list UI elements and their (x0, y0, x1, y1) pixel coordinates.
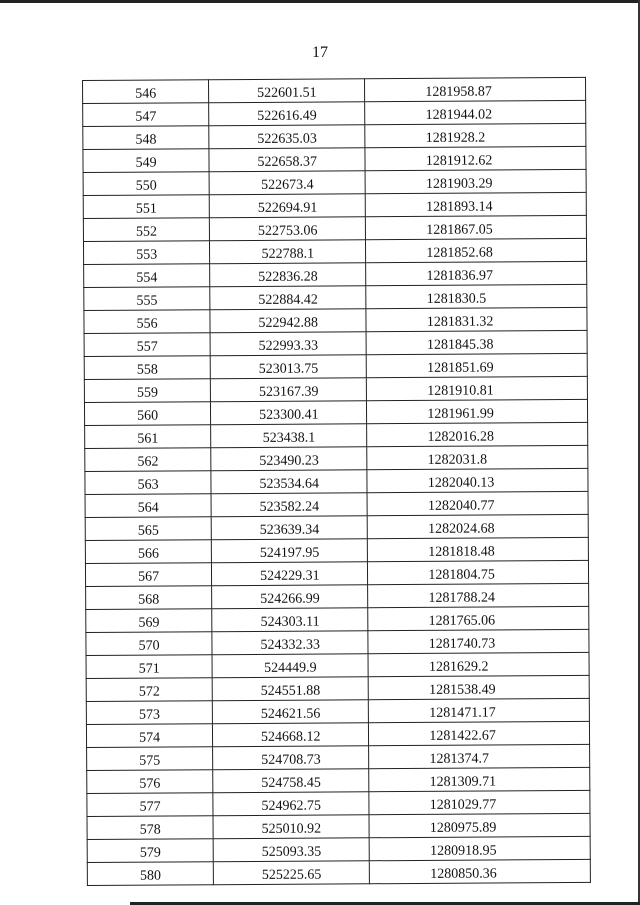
point-number-cell: 553 (83, 241, 209, 265)
table-row (86, 606, 589, 632)
x-coordinate-cell: 523639.34 (211, 516, 367, 540)
table-row (84, 353, 587, 379)
x-coordinate-cell: 524551.88 (212, 677, 368, 701)
y-coordinate-cell: 1281845.38 (366, 330, 587, 354)
y-coordinate-cell: 1281961.99 (367, 399, 588, 423)
y-coordinate-cell: 1281804.75 (368, 560, 589, 584)
x-coordinate-cell: 522673.4 (209, 171, 365, 195)
x-coordinate-cell: 522942.88 (210, 309, 366, 333)
point-number-cell: 547 (83, 103, 209, 127)
point-number-cell: 554 (84, 264, 210, 288)
table-row (87, 767, 590, 793)
point-number-cell: 550 (83, 172, 209, 196)
x-coordinate-cell: 522788.1 (210, 240, 366, 264)
point-number-cell: 561 (85, 425, 211, 449)
y-coordinate-cell: 1281629.2 (368, 652, 589, 676)
table-row (85, 445, 588, 471)
table-row (85, 468, 588, 494)
point-number-cell: 574 (86, 724, 212, 748)
x-coordinate-cell: 523167.39 (211, 378, 367, 402)
point-number-cell: 564 (85, 494, 211, 518)
point-number-cell: 557 (84, 333, 210, 357)
x-coordinate-cell: 524758.45 (213, 769, 369, 793)
point-number-cell: 548 (83, 126, 209, 150)
point-number-cell: 570 (86, 632, 212, 656)
y-coordinate-cell: 1281788.24 (368, 583, 589, 607)
y-coordinate-cell: 1281471.17 (369, 698, 590, 722)
point-number-cell: 575 (87, 747, 213, 771)
y-coordinate-cell: 1281893.14 (366, 192, 587, 216)
point-number-cell: 565 (85, 517, 211, 541)
table-row (85, 514, 588, 540)
y-coordinate-cell: 1281029.77 (369, 790, 590, 814)
x-coordinate-cell: 524449.9 (212, 654, 368, 678)
table-row (86, 583, 589, 609)
x-coordinate-cell: 522884.42 (210, 286, 366, 310)
y-coordinate-cell: 1281831.32 (366, 307, 587, 331)
x-coordinate-cell: 525225.65 (213, 861, 369, 885)
y-coordinate-cell: 1282016.28 (367, 422, 588, 446)
table-row (86, 629, 589, 655)
x-coordinate-cell: 522601.51 (209, 79, 365, 103)
table-row (84, 376, 587, 402)
y-coordinate-cell: 1281928.2 (365, 123, 586, 147)
y-coordinate-cell: 1282024.68 (367, 514, 588, 538)
y-coordinate-cell: 1280850.36 (370, 859, 591, 883)
y-coordinate-cell: 1281830.5 (366, 284, 587, 308)
point-number-cell: 552 (83, 218, 209, 242)
y-coordinate-cell: 1281910.81 (367, 376, 588, 400)
point-number-cell: 578 (87, 816, 213, 840)
y-coordinate-cell: 1281867.05 (366, 215, 587, 239)
coordinate-table-body (83, 77, 591, 885)
y-coordinate-cell: 1282040.77 (367, 491, 588, 515)
point-number-cell: 556 (84, 310, 210, 334)
table-row (84, 330, 587, 356)
table-row (86, 721, 589, 747)
point-number-cell: 551 (83, 195, 209, 219)
table-row (84, 399, 587, 425)
table-row (85, 422, 588, 448)
point-number-cell: 580 (87, 862, 213, 886)
x-coordinate-cell: 522635.03 (209, 125, 365, 149)
table-row (84, 284, 587, 310)
table-row (83, 169, 586, 195)
point-number-cell: 572 (86, 678, 212, 702)
x-coordinate-cell: 523013.75 (210, 355, 366, 379)
point-number-cell: 559 (84, 379, 210, 403)
point-number-cell: 563 (85, 471, 211, 495)
table-row (87, 813, 590, 839)
point-number-cell: 558 (84, 356, 210, 380)
point-number-cell: 549 (83, 149, 209, 173)
point-number-cell: 568 (86, 586, 212, 610)
table-row (83, 77, 586, 103)
x-coordinate-cell: 524197.95 (212, 539, 368, 563)
x-coordinate-cell: 523582.24 (211, 493, 367, 517)
y-coordinate-cell: 1281538.49 (368, 675, 589, 699)
point-number-cell: 562 (85, 448, 211, 472)
y-coordinate-cell: 1281912.62 (365, 146, 586, 170)
coordinate-table (82, 77, 591, 886)
table-row (83, 238, 586, 264)
table-row (87, 836, 590, 862)
x-coordinate-cell: 524229.31 (212, 562, 368, 586)
table-row (83, 123, 586, 149)
table-row (86, 698, 589, 724)
scan-edge-top (0, 0, 640, 3)
table-row (83, 146, 586, 172)
table-row (85, 560, 588, 586)
table-row (87, 790, 590, 816)
x-coordinate-cell: 522993.33 (210, 332, 366, 356)
x-coordinate-cell: 524266.99 (212, 585, 368, 609)
point-number-cell: 560 (84, 402, 210, 426)
x-coordinate-cell: 525093.35 (213, 838, 369, 862)
table-row (86, 652, 589, 678)
x-coordinate-cell: 524708.73 (213, 746, 369, 770)
table-row (83, 215, 586, 241)
point-number-cell: 555 (84, 287, 210, 311)
y-coordinate-cell: 1281765.06 (368, 606, 589, 630)
point-number-cell: 569 (86, 609, 212, 633)
y-coordinate-cell: 1281903.29 (365, 169, 586, 193)
y-coordinate-cell: 1281818.48 (368, 537, 589, 561)
point-number-cell: 571 (86, 655, 212, 679)
y-coordinate-cell: 1281836.97 (366, 261, 587, 285)
x-coordinate-cell: 524668.12 (213, 723, 369, 747)
y-coordinate-cell: 1282040.13 (367, 468, 588, 492)
x-coordinate-cell: 524621.56 (213, 700, 369, 724)
point-number-cell: 546 (83, 80, 209, 104)
table-row (85, 537, 588, 563)
x-coordinate-cell: 524303.11 (212, 608, 368, 632)
table-row (84, 261, 587, 287)
point-number-cell: 577 (87, 793, 213, 817)
table-row (83, 192, 586, 218)
x-coordinate-cell: 523300.41 (211, 401, 367, 425)
point-number-cell: 576 (87, 770, 213, 794)
x-coordinate-cell: 522836.28 (210, 263, 366, 287)
table-row (84, 307, 587, 333)
x-coordinate-cell: 522694.91 (209, 194, 365, 218)
y-coordinate-cell: 1281852.68 (366, 238, 587, 262)
table-row (86, 675, 589, 701)
page-number: 17 (312, 44, 328, 61)
x-coordinate-cell: 522658.37 (209, 148, 365, 172)
point-number-cell: 579 (87, 839, 213, 863)
point-number-cell: 573 (86, 701, 212, 725)
y-coordinate-cell: 1281422.67 (369, 721, 590, 745)
x-coordinate-cell: 522753.06 (210, 217, 366, 241)
table-row (83, 100, 586, 126)
y-coordinate-cell: 1282031.8 (367, 445, 588, 469)
y-coordinate-cell: 1281740.73 (368, 629, 589, 653)
point-number-cell: 567 (85, 563, 211, 587)
table-row (85, 491, 588, 517)
x-coordinate-cell: 524962.75 (213, 792, 369, 816)
y-coordinate-cell: 1281309.71 (369, 767, 590, 791)
x-coordinate-cell: 524332.33 (212, 631, 368, 655)
y-coordinate-cell: 1280975.89 (369, 813, 590, 837)
y-coordinate-cell: 1281958.87 (365, 77, 586, 101)
y-coordinate-cell: 1281374.7 (369, 744, 590, 768)
table-row (87, 744, 590, 770)
point-number-cell: 566 (85, 540, 211, 564)
x-coordinate-cell: 525010.92 (213, 815, 369, 839)
y-coordinate-cell: 1281851.69 (367, 353, 588, 377)
table-row (87, 859, 590, 885)
y-coordinate-cell: 1280918.95 (369, 836, 590, 860)
x-coordinate-cell: 522616.49 (209, 102, 365, 126)
x-coordinate-cell: 523534.64 (211, 470, 367, 494)
y-coordinate-cell: 1281944.02 (365, 100, 586, 124)
x-coordinate-cell: 523490.23 (211, 447, 367, 471)
x-coordinate-cell: 523438.1 (211, 424, 367, 448)
